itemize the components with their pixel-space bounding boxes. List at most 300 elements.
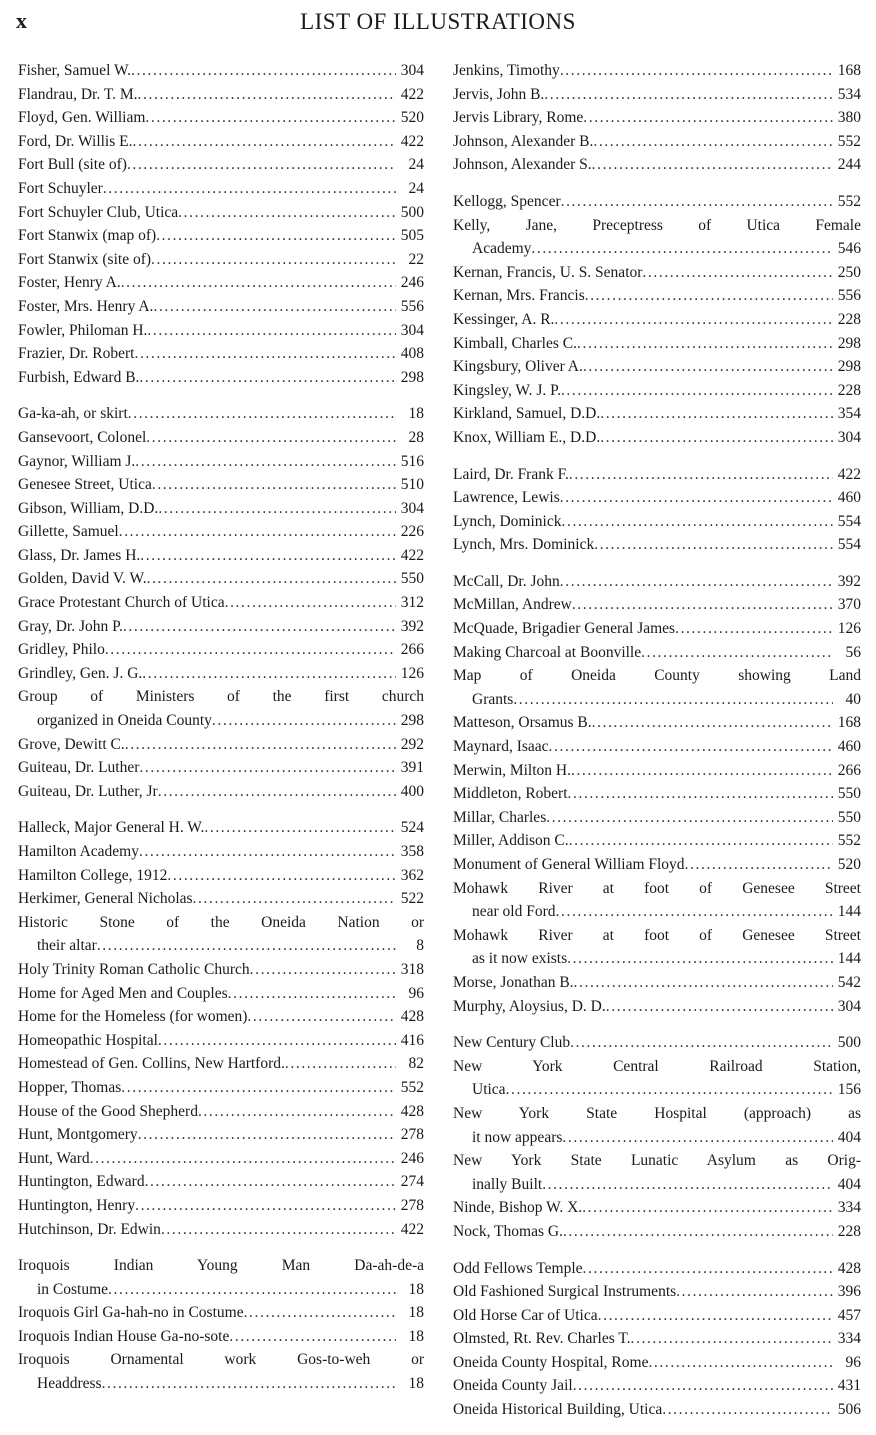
entry-line (453, 1280, 861, 1304)
entry-title: House of the Good Shepherd (18, 1102, 198, 1120)
entry-line (453, 570, 861, 594)
entry-title: Iroquois Indian House Ga-no-sote (18, 1327, 230, 1345)
dot-leader (567, 947, 833, 971)
entry-title: Jenkins, Timothy (453, 62, 560, 79)
entry-line (18, 1278, 424, 1302)
dot-leader (125, 733, 396, 757)
page-reference: 400 (400, 782, 424, 800)
index-entry (453, 1304, 861, 1328)
entry-title: Jervis, John B. (453, 85, 545, 103)
dot-leader (606, 995, 833, 1019)
entry-line (18, 450, 424, 474)
entry-line (453, 486, 861, 510)
dot-leader (573, 1374, 833, 1398)
index-entry (18, 756, 424, 780)
entry-title: Middleton, Robert (453, 785, 568, 803)
dot-leader (151, 248, 396, 272)
index-entry (453, 463, 861, 487)
entry-line (453, 711, 861, 735)
entry-line (18, 201, 424, 225)
index-entry (453, 1351, 861, 1375)
index-entry (453, 1280, 861, 1304)
index-entry (453, 782, 861, 806)
entry-line (18, 1301, 424, 1325)
page-reference: 396 (837, 1283, 861, 1301)
page-reference: 552 (837, 132, 861, 150)
entry-title: Glass, Dr. James H. (18, 546, 141, 564)
page-reference: 404 (837, 1128, 861, 1146)
entry-title: Homeopathic Hospital (18, 1031, 158, 1049)
dot-leader (193, 887, 396, 911)
entry-title: Gaynor, William J. (18, 452, 136, 470)
entry-title: Foster, Henry A. (18, 274, 121, 292)
page-reference: 520 (837, 856, 861, 873)
page-reference: 298 (837, 358, 861, 376)
index-entry (453, 261, 861, 285)
entry-title-line: New York Central Railroad Station, (453, 1057, 861, 1075)
entry-line (453, 510, 861, 534)
dot-leader (513, 688, 833, 712)
page-reference: 542 (837, 973, 861, 991)
entry-title-line: Iroquois Indian Young Man Da-ah-de-a (18, 1257, 424, 1275)
entry-title-continuation: inally Built (472, 1175, 543, 1193)
page-reference: 556 (400, 297, 424, 315)
page-reference: 460 (837, 738, 861, 756)
entry-title-continuation: as it now exists (472, 950, 568, 968)
entry-title: Ninde, Bishop W. X. (453, 1199, 583, 1217)
dot-leader (583, 355, 833, 379)
entry-title: Gansevoort, Colonel (18, 428, 147, 446)
entry-line (18, 426, 424, 450)
dot-leader (102, 1372, 396, 1396)
entry-line (18, 662, 424, 686)
index-entry (18, 840, 424, 864)
index-entry (453, 83, 861, 107)
entry-title-line: New York State Lunatic Asylum as Orig- (453, 1152, 861, 1170)
entry-title-line: Iroquois Ornamental work Gos-to-weh or (18, 1351, 424, 1369)
entry-title: Millar, Charles (453, 808, 547, 826)
entry-line (453, 1078, 861, 1102)
entry-title: Miller, Addison C. (453, 832, 569, 850)
dot-leader (594, 533, 833, 557)
page-reference: 500 (837, 1034, 861, 1052)
page-reference: 534 (837, 85, 861, 103)
dot-leader (152, 473, 396, 497)
page-reference: 524 (400, 819, 424, 837)
entry-line (453, 1196, 861, 1220)
index-entry (18, 106, 424, 130)
page-reference: 82 (408, 1055, 424, 1073)
index-entry (18, 816, 424, 840)
entry-line (453, 59, 861, 83)
index-entry (18, 1194, 424, 1218)
dot-leader (531, 237, 833, 261)
entry-line (18, 1123, 424, 1147)
page-reference: 304 (400, 499, 424, 517)
entry-line (18, 816, 424, 840)
entry-title: Kernan, Mrs. Francis (453, 287, 585, 305)
index-entry (18, 497, 424, 521)
index-entry (453, 1149, 861, 1196)
entry-title: Genesee Street, Utica (18, 476, 152, 494)
index-group (18, 816, 424, 1241)
entry-title: Fort Schuyler (18, 179, 103, 197)
entry-title: Hamilton College, 1912 (18, 866, 168, 884)
page-reference: 546 (837, 240, 861, 258)
entry-line (18, 295, 424, 319)
entry-line (453, 308, 861, 332)
dot-leader (582, 1196, 833, 1220)
dot-leader (198, 1100, 396, 1124)
dot-leader (585, 284, 833, 308)
entry-line (453, 284, 861, 308)
page-reference: 554 (837, 512, 861, 530)
entry-line (453, 995, 861, 1019)
index-entry (18, 615, 424, 639)
index-entry (453, 153, 861, 177)
page-reference: 500 (400, 203, 424, 221)
index-entry (453, 1374, 861, 1398)
index-entry (18, 177, 424, 201)
page-reference: 554 (837, 536, 861, 554)
page-reference: 18 (408, 1327, 424, 1345)
entry-title: Gibson, William, D.D. (18, 499, 159, 517)
dot-leader (105, 638, 396, 662)
page-title: LIST OF ILLUSTRATIONS (300, 9, 576, 34)
entry-title: Home for Aged Men and Couples (18, 984, 228, 1002)
index-entry (453, 593, 861, 617)
page-reference: 18 (408, 1304, 424, 1322)
entry-line (18, 934, 424, 958)
entry-title-continuation: in Costume (37, 1280, 109, 1298)
index-entry (18, 473, 424, 497)
page-reference: 516 (400, 452, 424, 470)
index-entry (453, 106, 861, 130)
entry-line (453, 1031, 861, 1055)
page-reference: 126 (837, 620, 861, 638)
entry-line (18, 733, 424, 757)
dot-leader (662, 1398, 833, 1422)
dot-leader (577, 332, 833, 356)
page-reference: 126 (400, 664, 424, 682)
dot-leader (642, 261, 833, 285)
page-reference: 18 (408, 1375, 424, 1393)
entry-title: Home for the Homeless (for women) (18, 1008, 248, 1026)
page-reference: 457 (837, 1306, 861, 1324)
entry-line (453, 1220, 861, 1244)
index-entry (18, 982, 424, 1006)
page-reference: 312 (400, 594, 424, 612)
index-entry (453, 379, 861, 403)
entry-title: Furbish, Edward B. (18, 368, 140, 386)
page-reference: 422 (837, 465, 861, 483)
page-reference: 96 (845, 1353, 861, 1371)
entry-line (18, 638, 424, 662)
page-reference: 266 (400, 641, 424, 659)
page-header (0, 0, 876, 50)
entry-line (18, 864, 424, 888)
entry-line (18, 1147, 424, 1171)
index-entry (453, 284, 861, 308)
index-entry (453, 1398, 861, 1422)
entry-line (453, 1173, 861, 1197)
index-entry (453, 190, 861, 214)
page-reference: 24 (408, 179, 424, 197)
entry-title: Kingsbury, Oliver A. (453, 358, 583, 376)
dot-leader (563, 1220, 833, 1244)
page-reference: 428 (400, 1008, 424, 1026)
index-entry (453, 1220, 861, 1244)
page-reference: 304 (400, 62, 424, 79)
entry-title: Guiteau, Dr. Luther, Jr (18, 782, 158, 800)
page-reference: 144 (837, 950, 861, 968)
entry-title: Old Horse Car of Utica (453, 1306, 598, 1324)
entry-line (453, 759, 861, 783)
entry-line (18, 1005, 424, 1029)
dot-leader (103, 177, 396, 201)
entry-title-continuation: Academy (472, 240, 532, 258)
index-entry (18, 130, 424, 154)
page-reference: 304 (400, 321, 424, 339)
page-reference: 550 (837, 785, 861, 803)
index-entry (18, 1005, 424, 1029)
dot-leader (108, 1278, 396, 1302)
index-entry (453, 533, 861, 557)
entry-title: Halleck, Major General H. W. (18, 819, 205, 837)
page-reference: 228 (837, 381, 861, 399)
page-reference: 408 (400, 345, 424, 363)
index-group (18, 59, 424, 389)
entry-title: Fort Bull (site of) (18, 156, 127, 174)
entry-line (18, 153, 424, 177)
index-entry (453, 664, 861, 711)
dot-leader (247, 1005, 396, 1029)
entry-line (453, 782, 861, 806)
index-entry (453, 1055, 861, 1102)
page-reference: 298 (400, 712, 424, 730)
entry-line (18, 887, 424, 911)
entry-title: Making Charcoal at Boonville (453, 643, 642, 661)
index-group (453, 1257, 861, 1422)
dot-leader (250, 958, 396, 982)
page-reference: 24 (408, 156, 424, 174)
entry-line (18, 177, 424, 201)
entry-title: Monument of General William Floyd (453, 856, 685, 873)
index-entry (18, 1029, 424, 1053)
entry-line (453, 426, 861, 450)
entry-title: Flandrau, Dr. T. M. (18, 85, 138, 103)
page-reference: 96 (408, 984, 424, 1002)
dot-leader (583, 1257, 833, 1281)
page-reference: 358 (400, 843, 424, 860)
entry-line (453, 806, 861, 830)
page-reference: 334 (837, 1330, 861, 1348)
entry-line (453, 190, 861, 214)
entry-title: Matteson, Orsamus B. (453, 714, 592, 732)
index-entry (18, 224, 424, 248)
entry-line (18, 615, 424, 639)
page-reference: 404 (837, 1175, 861, 1193)
page-reference: 510 (400, 476, 424, 494)
entry-line (18, 83, 424, 107)
entry-line (453, 402, 861, 426)
entry-line (453, 463, 861, 487)
entry-title: Hopper, Thomas (18, 1078, 122, 1096)
dot-leader (178, 201, 396, 225)
entry-title: Kingsley, W. J. P. (453, 381, 561, 399)
index-entry (453, 1257, 861, 1281)
index-entry (18, 1301, 424, 1325)
entry-title: Gillette, Samuel (18, 523, 119, 541)
index-entry (18, 153, 424, 177)
dot-leader (583, 106, 833, 130)
entry-title: Iroquois Girl Ga-hah-no in Costume (18, 1304, 244, 1322)
index-entry (18, 1254, 424, 1301)
entry-title: Hutchinson, Dr. Edwin (18, 1220, 161, 1238)
entry-line (453, 83, 861, 107)
page-reference: 304 (837, 428, 861, 446)
dot-leader (147, 567, 396, 591)
dot-leader (158, 1029, 396, 1053)
index-group (453, 463, 861, 557)
entry-title: McCall, Dr. John (453, 572, 560, 590)
page-reference: 246 (400, 1149, 424, 1167)
index-entry (18, 567, 424, 591)
entry-line (453, 617, 861, 641)
entry-title-line: Mohawk River at foot of Genesee Street (453, 926, 861, 944)
page-reference: 428 (837, 1259, 861, 1277)
dot-leader (145, 1170, 396, 1194)
entry-line (18, 756, 424, 780)
index-entry (453, 570, 861, 594)
dot-leader (138, 1123, 396, 1147)
index-entry (18, 591, 424, 615)
dot-leader (570, 1031, 833, 1055)
entry-line (18, 709, 424, 733)
page-reference: 266 (837, 761, 861, 779)
entry-title: Grindley, Gen. J. G. (18, 664, 143, 682)
entry-title: Laird, Dr. Frank F. (453, 465, 569, 483)
dot-leader (128, 402, 396, 426)
page-reference: 552 (400, 1078, 424, 1096)
page-reference: 246 (400, 274, 424, 292)
entry-line (18, 248, 424, 272)
index-entry (18, 733, 424, 757)
dot-leader (562, 1126, 833, 1150)
index-entry (18, 1218, 424, 1242)
entry-title: McQuade, Brigadier General James (453, 620, 676, 638)
entry-line (453, 829, 861, 853)
entry-line (18, 366, 424, 390)
index-entry (18, 864, 424, 888)
entry-title: Homestead of Gen. Collins, New Hartford. (18, 1055, 285, 1073)
dot-leader (156, 224, 396, 248)
page-reference: 228 (837, 310, 861, 328)
entry-title: Lynch, Mrs. Dominick (453, 536, 595, 554)
index-entry (453, 402, 861, 426)
index-group (18, 402, 424, 803)
entry-title: Ford, Dr. Willis E. (18, 132, 133, 150)
index-group (453, 59, 861, 177)
index-entry (453, 806, 861, 830)
entry-line (453, 593, 861, 617)
entry-title: Fort Stanwix (site of) (18, 250, 152, 268)
entry-line (453, 332, 861, 356)
dot-leader (135, 450, 396, 474)
index-entry (18, 342, 424, 366)
index-entry (18, 248, 424, 272)
page-reference: 431 (837, 1377, 861, 1395)
page-reference: 422 (400, 132, 424, 150)
page-reference: 506 (837, 1401, 861, 1419)
index-entry (18, 911, 424, 958)
index-entry (453, 1327, 861, 1351)
index-entry (18, 685, 424, 732)
dot-leader (574, 971, 833, 995)
dot-leader (598, 1304, 833, 1328)
dot-leader (600, 402, 833, 426)
page-reference: 156 (837, 1081, 861, 1099)
index-entry (18, 319, 424, 343)
index-entry (18, 1348, 424, 1395)
index-entry (453, 711, 861, 735)
dot-leader (569, 829, 833, 853)
entry-line (453, 1351, 861, 1375)
entry-line (453, 1126, 861, 1150)
page-reference: 550 (837, 808, 861, 826)
entry-line (453, 1398, 861, 1422)
dot-leader (561, 379, 833, 403)
entry-line (18, 958, 424, 982)
dot-leader (568, 782, 833, 806)
entry-title: Golden, David V. W. (18, 570, 147, 588)
page-reference: 298 (837, 334, 861, 352)
entry-title-line: Map of Oneida County showing Land (453, 667, 861, 685)
entry-line (18, 1052, 424, 1076)
page-reference: 391 (400, 759, 424, 777)
index-entry (18, 59, 424, 83)
dot-leader (153, 295, 396, 319)
page-reference: 422 (400, 1220, 424, 1238)
entry-title: Kernan, Francis, U. S. Senator (453, 263, 643, 281)
entry-line (453, 130, 861, 154)
entry-title-line: Kelly, Jane, Preceptress of Utica Female (453, 216, 861, 234)
entry-line (453, 641, 861, 665)
index-entry (453, 735, 861, 759)
entry-line (18, 520, 424, 544)
entry-title: Grove, Dewitt C. (18, 735, 125, 753)
page-reference: 552 (837, 192, 861, 210)
dot-leader (133, 130, 397, 154)
entry-title-line: Mohawk River at foot of Genesee Street (453, 879, 861, 897)
dot-leader (546, 806, 833, 830)
entry-line (18, 1100, 424, 1124)
entry-title-line: Group of Ministers of the first church (18, 688, 424, 706)
page-reference: 522 (400, 890, 424, 908)
dot-leader (560, 59, 833, 83)
index-entry (453, 641, 861, 665)
page-reference: 505 (400, 227, 424, 245)
dot-leader (593, 130, 833, 154)
dot-leader (123, 615, 396, 639)
page-reference: 362 (400, 866, 424, 884)
entry-title-line: New York State Hospital (approach) as (453, 1104, 861, 1122)
entry-line (18, 1325, 424, 1349)
entry-title: Gray, Dr. John P. (18, 617, 123, 635)
index-group (453, 1031, 861, 1243)
dot-leader (142, 662, 396, 686)
entry-line (453, 900, 861, 924)
